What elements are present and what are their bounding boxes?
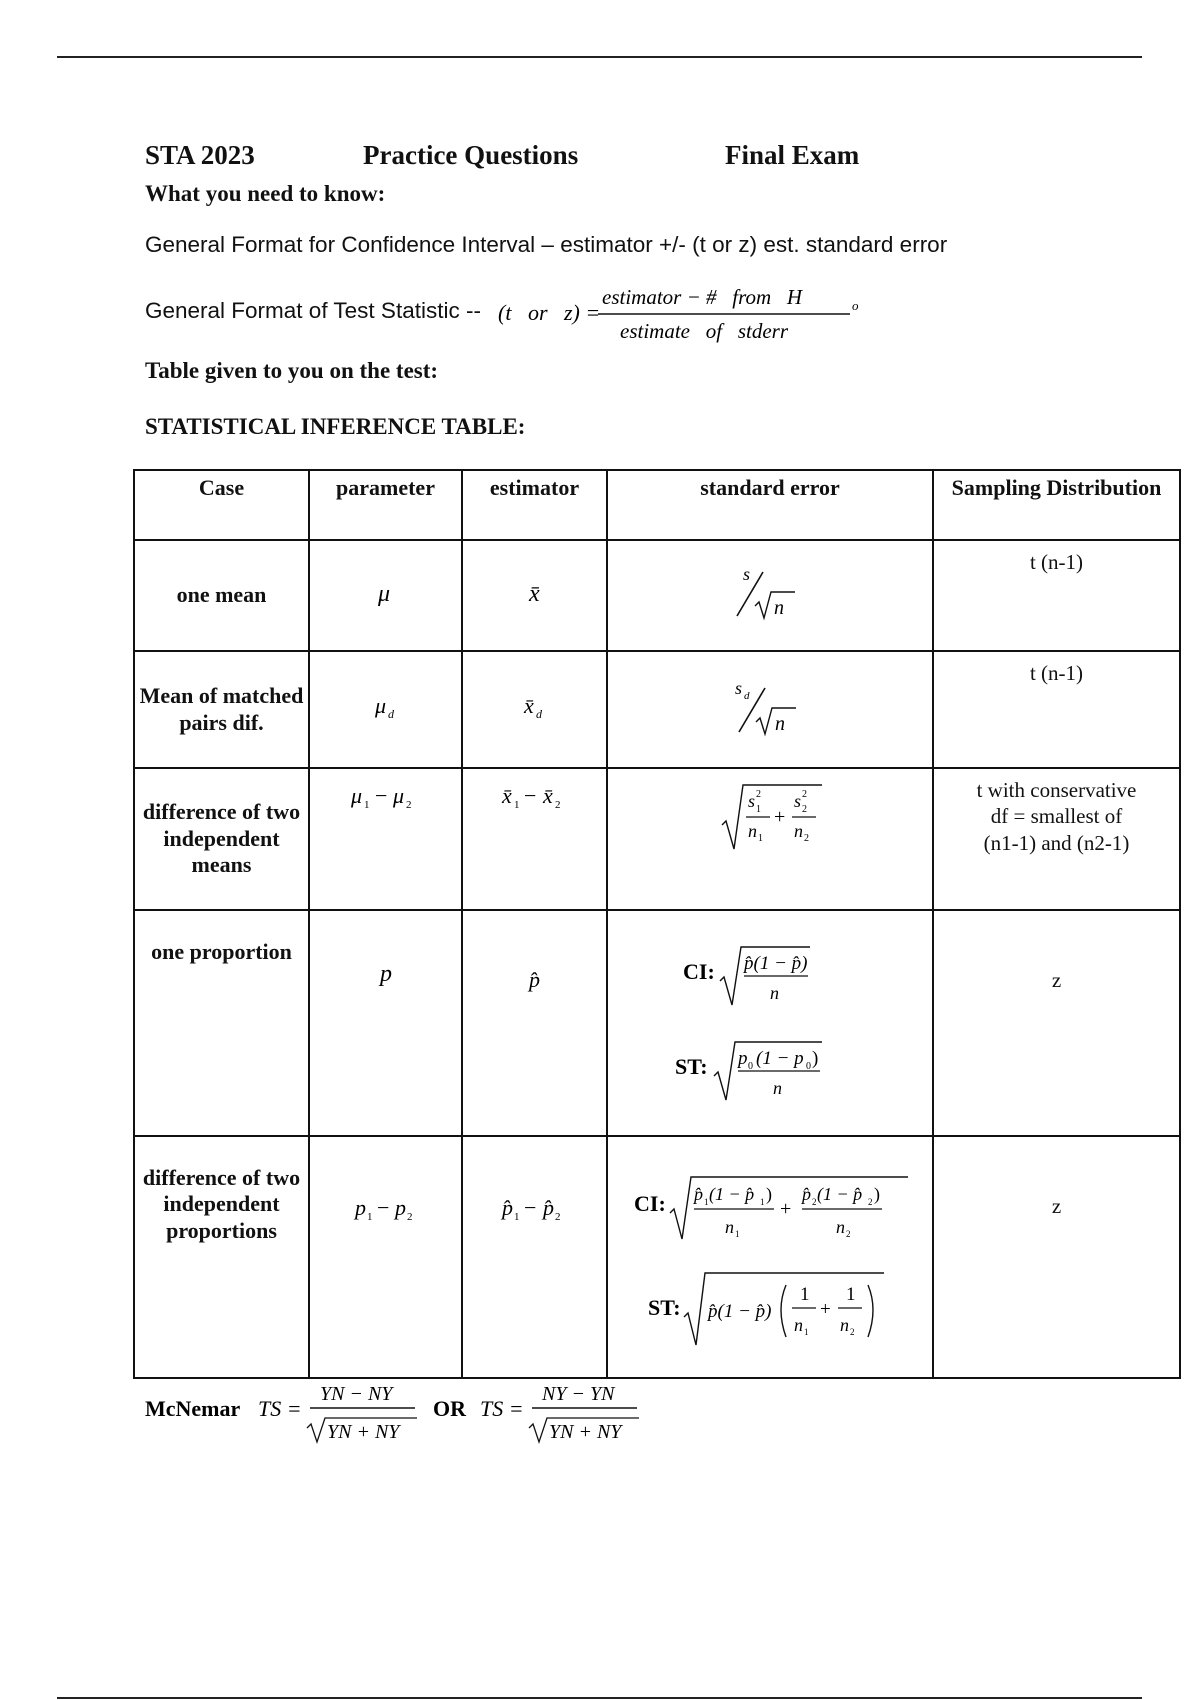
svg-text:1: 1 (846, 1284, 856, 1305)
se-two-proportions-formula (608, 1145, 934, 1370)
svg-text:−: − (374, 783, 387, 808)
se-matched-pairs-formula (725, 672, 815, 742)
svg-text:1: 1 (760, 1197, 765, 1207)
header-sampling-distribution: Sampling Distribution (933, 470, 1180, 540)
svg-text:+: + (774, 806, 786, 828)
se-cell (607, 540, 933, 651)
estimator-cell (462, 768, 607, 910)
param-mu (366, 573, 406, 613)
svg-text:2: 2 (868, 1197, 873, 1207)
svg-text:μ: μ (374, 692, 386, 718)
svg-text:p̂: p̂ (542, 1195, 554, 1220)
dist-line: z (1051, 968, 1062, 992)
svg-text:2: 2 (756, 789, 761, 800)
svg-text:0: 0 (806, 1061, 811, 1072)
param-p-diff (341, 1189, 431, 1229)
svg-text:): ) (874, 1184, 880, 1204)
svg-text:2: 2 (802, 789, 807, 800)
svg-text:2: 2 (812, 1197, 817, 1207)
case-one-proportion: one proportion (134, 910, 309, 1136)
table-note: Table given to you on the test: (145, 358, 439, 383)
estimator-cell (462, 1136, 607, 1378)
header-standard-error: standard error (607, 470, 933, 540)
exam-name: Final Exam (725, 140, 860, 170)
top-rule (57, 56, 1142, 58)
svg-text:p̂: p̂ (694, 1184, 703, 1204)
svg-text:d: d (535, 706, 542, 721)
ci-label: CI: (683, 959, 715, 984)
svg-text:n: n (773, 1078, 782, 1098)
svg-text:1: 1 (513, 1211, 519, 1223)
svg-text:(1 − p̂: (1 − p̂ (709, 1184, 755, 1204)
parameter-cell (309, 540, 462, 651)
ts-lhs: (t or z) = (498, 300, 601, 325)
estimator-xbar (515, 573, 555, 613)
dist-line: z (1051, 1194, 1062, 1218)
ts2-denominator: YN + NY (549, 1421, 622, 1443)
dist-cell (933, 1136, 1180, 1378)
estimator-p-hat-diff (490, 1189, 580, 1229)
se-cell (607, 768, 933, 910)
svg-text:x̄: x̄ (501, 783, 512, 808)
table-row (134, 1136, 1180, 1378)
ts2-numerator: NY − YN (542, 1383, 615, 1405)
case-one-mean: one mean (134, 540, 309, 651)
ts1-numerator: YN − NY (320, 1383, 393, 1405)
se-one-mean-formula (725, 558, 815, 628)
svg-text:2: 2 (554, 799, 560, 811)
svg-text:n: n (840, 1315, 849, 1335)
svg-text:μ: μ (377, 580, 390, 607)
svg-text:p̂: p̂ (501, 1195, 513, 1220)
svg-text:p̂(1 − p̂): p̂(1 − p̂) (744, 953, 808, 974)
mcnemar-formula (145, 1378, 845, 1448)
svg-text:(1 − p: (1 − p (756, 1048, 804, 1069)
param-p (366, 955, 406, 995)
table-row (134, 540, 1180, 651)
estimator-cell (462, 910, 607, 1136)
svg-text:2: 2 (804, 833, 809, 844)
svg-text:2: 2 (554, 1211, 560, 1223)
svg-text:(1 − p̂: (1 − p̂ (817, 1184, 863, 1204)
dist-line: t (n-1) (1029, 550, 1084, 574)
st-label: ST: (648, 1295, 681, 1320)
svg-text:s: s (748, 791, 756, 811)
svg-text:2: 2 (405, 799, 411, 811)
svg-text:n: n (748, 821, 757, 841)
svg-text:n: n (794, 1315, 803, 1335)
page-header (145, 140, 1045, 180)
svg-text:d: d (744, 689, 750, 702)
svg-text:2: 2 (406, 1211, 412, 1223)
se-cell (607, 1136, 933, 1378)
header-estimator: estimator (462, 470, 607, 540)
svg-text:1: 1 (756, 804, 761, 815)
svg-text:0: 0 (748, 1061, 753, 1072)
estimator-cell (462, 540, 607, 651)
course-code: STA 2023 (145, 140, 255, 170)
svg-text:d: d (387, 706, 394, 721)
svg-text:s: s (794, 791, 802, 811)
svg-text:p̂: p̂ (528, 967, 540, 992)
ts-numerator: estimator − # from H (602, 285, 803, 309)
svg-text:p: p (394, 1195, 406, 1220)
mcnemar-or: OR (433, 1396, 466, 1421)
svg-text:n: n (770, 983, 779, 1003)
svg-text:1: 1 (800, 1284, 810, 1305)
se-cell (607, 910, 933, 1136)
ts-numerator-sub: o (852, 298, 859, 313)
svg-text:1: 1 (363, 799, 369, 811)
dist-line: t with conservative (976, 778, 1137, 802)
table-row (134, 910, 1180, 1136)
parameter-cell (309, 910, 462, 1136)
svg-text:n: n (794, 821, 803, 841)
svg-text:n: n (725, 1217, 734, 1237)
ts-format-formula (490, 280, 1050, 350)
header-parameter: parameter (309, 470, 462, 540)
case-two-means: difference of two independent means (134, 768, 309, 910)
svg-text:1: 1 (704, 1197, 709, 1207)
case-matched-pairs: Mean of matched pairs dif. (134, 651, 309, 768)
estimator-xbar-diff (490, 777, 580, 817)
svg-text:1: 1 (735, 1229, 740, 1239)
param-mu-diff (341, 777, 431, 817)
table-row (134, 651, 1180, 768)
need-to-know-heading: What you need to know: (145, 181, 386, 206)
parameter-cell (309, 768, 462, 910)
svg-text:2: 2 (802, 804, 807, 815)
ts-denominator: estimate of stderr (620, 319, 788, 343)
statistical-inference-table (133, 469, 1181, 1379)
mcnemar-label: McNemar (145, 1396, 241, 1421)
table-row (134, 768, 1180, 910)
estimator-xbar-d (510, 687, 560, 727)
svg-text:p: p (738, 1048, 748, 1069)
svg-text:+: + (820, 1299, 831, 1320)
bottom-rule (57, 1697, 1142, 1699)
svg-text:1: 1 (758, 833, 763, 844)
parameter-cell (309, 651, 462, 768)
ci-label: CI: (634, 1191, 666, 1216)
svg-text:s: s (735, 677, 743, 698)
se-one-proportion-formula (640, 919, 900, 1119)
estimator-p-hat (515, 961, 555, 1001)
svg-text:−: − (523, 1195, 536, 1220)
dist-cell (933, 910, 1180, 1136)
svg-text:TS =: TS = (480, 1396, 524, 1421)
header-case: Case (134, 470, 309, 540)
se-two-means-formula (710, 777, 830, 857)
dist-cell (933, 651, 1180, 768)
svg-text:μ: μ (392, 783, 404, 808)
param-mu-d (361, 687, 411, 727)
ci-format-text: General Format for Confidence Interval – estimator +/- (t or z) est. standard error (145, 232, 948, 257)
svg-text:+: + (780, 1198, 792, 1220)
dist-cell (933, 768, 1180, 910)
svg-text:n: n (775, 712, 785, 735)
svg-text:x̄: x̄ (542, 783, 553, 808)
svg-text:x̄: x̄ (528, 580, 540, 607)
header-title: Practice Questions (363, 140, 579, 170)
svg-text:p: p (379, 961, 392, 987)
svg-text:): ) (766, 1184, 772, 1204)
svg-text:s: s (743, 563, 751, 584)
svg-text:p: p (354, 1195, 366, 1220)
case-two-proportions: difference of two independent proportions (134, 1136, 309, 1378)
svg-text:2: 2 (850, 1327, 855, 1337)
svg-text:n: n (774, 596, 784, 619)
dist-line: df = smallest of (990, 804, 1123, 829)
se-cell (607, 651, 933, 768)
svg-text:2: 2 (846, 1229, 851, 1239)
svg-text:p̂(1 − p̂): p̂(1 − p̂) (708, 1301, 772, 1322)
ts1-denominator: YN + NY (327, 1421, 400, 1443)
table-title: STATISTICAL INFERENCE TABLE: (145, 414, 526, 439)
svg-text:1: 1 (513, 799, 519, 811)
table-header-row (134, 470, 1180, 540)
dist-line: (n1-1) and (n2-1) (983, 830, 1130, 855)
dist-line: t (n-1) (1029, 661, 1084, 685)
dist-cell (933, 540, 1180, 651)
svg-text:TS =: TS = (258, 1396, 302, 1421)
svg-text:1: 1 (804, 1327, 809, 1337)
svg-text:−: − (376, 1195, 389, 1220)
svg-text:p̂: p̂ (802, 1184, 811, 1204)
st-label: ST: (675, 1054, 708, 1079)
svg-text:): ) (812, 1048, 819, 1069)
svg-text:x̄: x̄ (523, 692, 534, 718)
ts-format-label: General Format of Test Statistic -- (145, 298, 481, 323)
svg-text:1: 1 (366, 1211, 372, 1223)
estimator-cell (462, 651, 607, 768)
test-statistic-format (145, 280, 945, 350)
parameter-cell (309, 1136, 462, 1378)
svg-text:n: n (836, 1217, 845, 1237)
svg-text:μ: μ (350, 783, 362, 808)
svg-text:−: − (523, 783, 536, 808)
